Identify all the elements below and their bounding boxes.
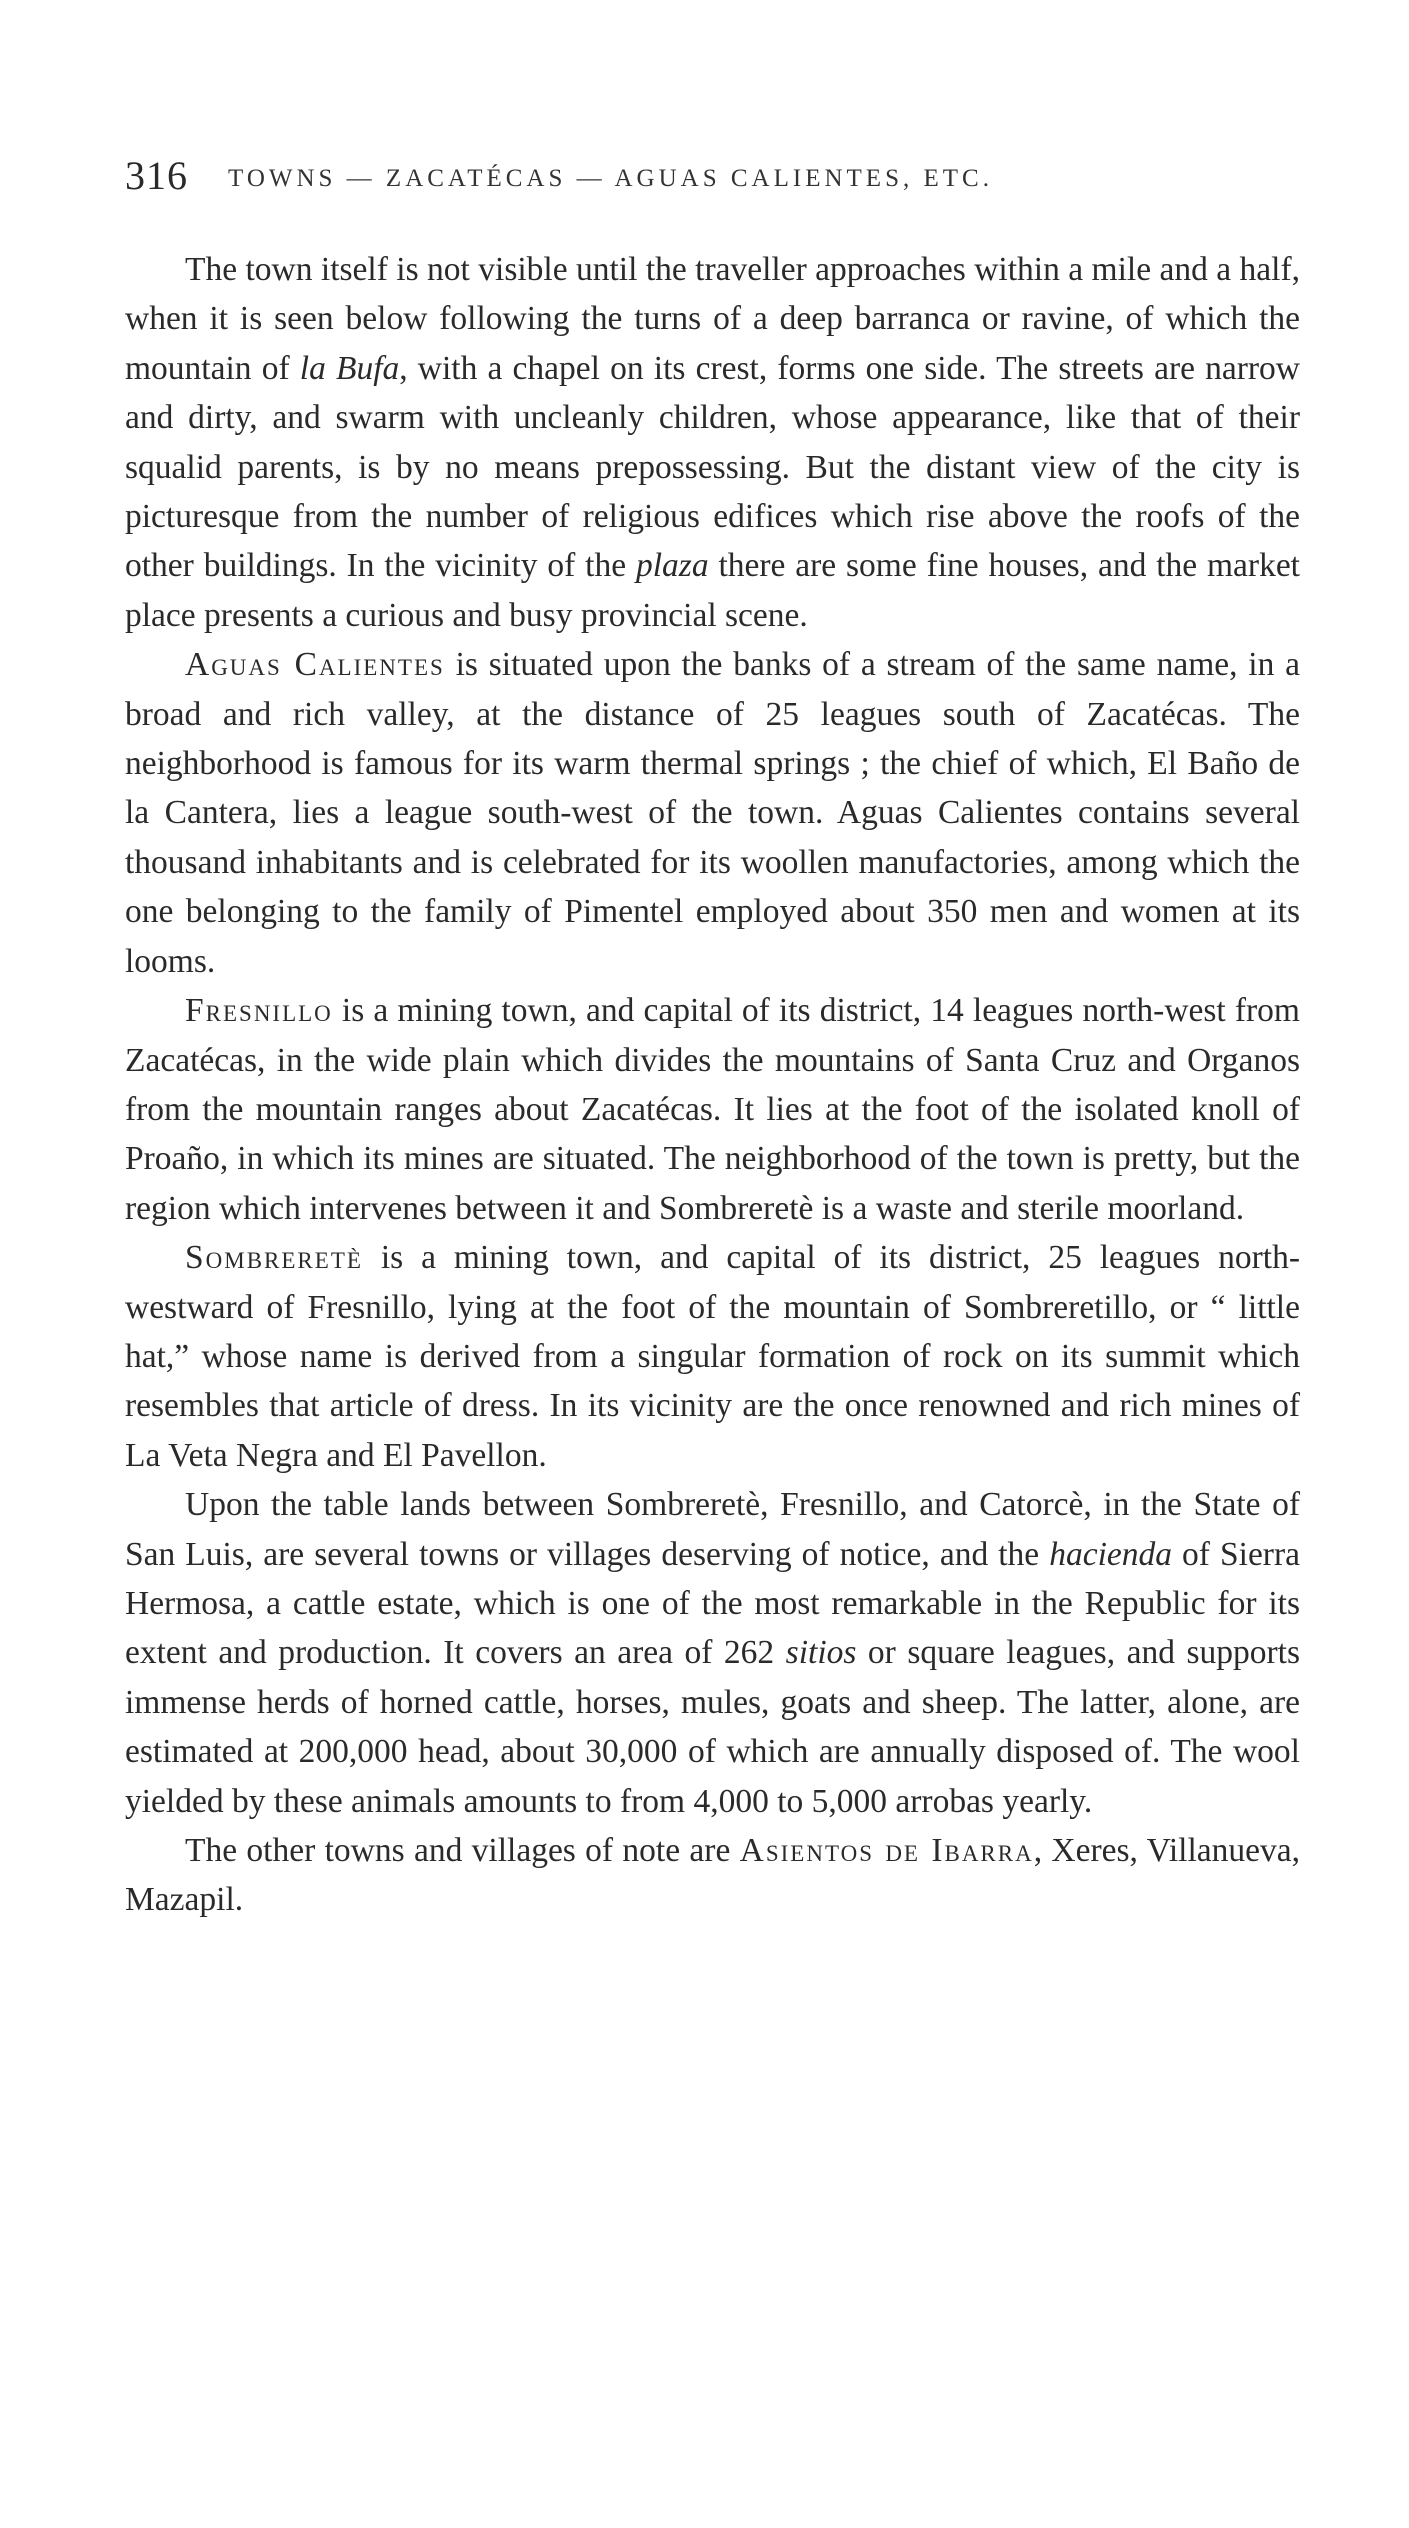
text-run: The town itself is not visible until the traveller approaches within a mile and a half, when it is seen below following the turns of a deep barranca or ravine, of which the mountain of (125, 251, 1300, 387)
paragraph-sombrerete (125, 1233, 1300, 1480)
text-run: of Sierra Hermosa, a cattle estate, which is one of the most remarkable in the Republic for its extent and production. It covers an area of 262 (125, 1535, 1300, 1672)
text-run: , with a chapel on its crest, forms one side. The streets are narrow and dirty, and swarm with uncleanly children, whose appearance, like that of their squalid parents, is by no means prepossessing. But the distant view of the city is picturesque from the number of religious edifices which rise above the roofs of the other buildings. In the vicinity of the (125, 349, 1301, 585)
text-run: there are some fine houses, and the market place presents a curious and busy provincial scene. (125, 547, 1300, 634)
text-run: Upon the table lands between Sombreretè, Fresnillo, and Catorcè, in the State of San Luis, are several towns or villages deserving of notice, and the (125, 1486, 1300, 1573)
paragraph-other-towns (125, 1826, 1300, 1925)
page-number: 316 (125, 153, 188, 198)
italic-term-la-bufa: la Bufa (299, 349, 400, 387)
text-run: is a mining town, and capital of its district, 25 leagues north-westward of Fresnillo, lying at the foot of the mountain of Sombreretillo, or “ little hat,” whose name is derived from a singular formation of rock on its summit which resembles that article of dress. In its vicinity are the once renowned and rich mines of La Veta Negra and El Pavellon. (125, 1239, 1300, 1474)
text-run: , Xeres, Villanueva, Mazapil. (125, 1832, 1300, 1919)
italic-term-plaza: plaza (635, 547, 709, 585)
body-text (125, 245, 1300, 1925)
place-name-fresnillo: Fresnillo (185, 992, 333, 1030)
running-title: TOWNS — ZACATÉCAS — AGUAS CALIENTES, ETC. (228, 165, 993, 192)
text-run: or square leagues, and supports immense herds of horned cattle, horses, mules, goats and sheep. The latter, alone, are estimated at 200,000 head, about 30,000 of which are annually disposed of. The wool yielded by these animals amounts to from 4,000 to 5,000 arrobas yearly. (125, 1634, 1300, 1820)
text-run: The other towns and villages of note are (185, 1832, 740, 1869)
text-run: is situated upon the banks of a stream of the same name, in a broad and rich valley, at the distance of 25 leagues south of Zacatécas. The neighborhood is famous for its warm thermal springs ; the chief of which, El Baño de la Cantera, lies a league south-west of the town. Aguas Calientes contains several thousand inhabitants and is celebrated for its woollen manufactories, among which the one belonging to the family of Pimentel employed about 350 men and women at its looms. (125, 646, 1300, 980)
italic-term-hacienda: hacienda (1049, 1535, 1173, 1573)
italic-term-sitios: sitios (785, 1634, 857, 1672)
text-run: is a mining town, and capital of its district, 14 leagues north-west from Zacatécas, in the wide plain which divides the mountains of Santa Cruz and Organos from the mountain ranges about Zacatécas. It lies at the foot of the isolated knoll of Proaño, in which its mines are situated. The neighborhood of the town is pretty, but the region which intervenes between it and Sombreretè is a waste and sterile moorland. (125, 992, 1300, 1227)
running-header (125, 152, 1300, 202)
paragraph-table-lands (125, 1480, 1300, 1826)
place-name-sombrerete: Sombreretè (185, 1239, 363, 1277)
place-name-aguas-calientes: Aguas Calientes (185, 646, 445, 684)
paragraph-zacatecas-description (125, 245, 1300, 640)
place-name-asientos-de-ibarra: Asientos de Ibarra (739, 1832, 1034, 1869)
paragraph-fresnillo (125, 986, 1300, 1233)
paragraph-aguas-calientes (125, 640, 1300, 986)
